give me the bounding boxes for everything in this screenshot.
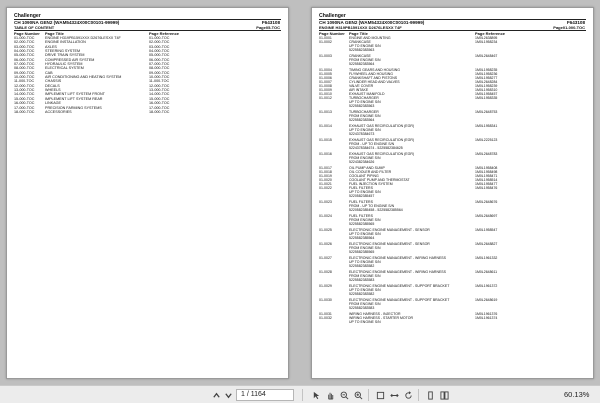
parts-entry[interactable] [319,214,586,228]
rotate-icon[interactable] [402,389,414,401]
page-title-cell: AIR CONDITIONING AND HEATING SYSTEM [45,75,122,80]
serial-note-cell: FROM ENGINE S/N [349,156,381,161]
page-down-icon[interactable] [222,389,234,401]
empty-cell [319,48,349,52]
page-title-cell: PRECISION FARMING SYSTEMS [45,105,102,110]
serial-note-cell: 5225582383582 [349,291,375,296]
document-page-left [6,7,289,379]
page-number-cell: 10-000-TOC [14,75,35,80]
part-title-cell: VALVE COVER [349,84,374,89]
parts-entry[interactable] [319,270,586,284]
page-number-cell: 08-000-TOC [14,66,35,71]
parts-entry[interactable] [319,152,586,166]
page-reference-cell: 1M0L1958335 [475,96,498,101]
empty-cell [319,320,349,324]
page-reference-cell: 1M0L1961374 [475,315,498,320]
page-reference-cell: 1M0L2648467 [475,53,498,58]
page-reference-cell: 1M0L1958239 [475,84,498,89]
part-title-cell: CRANKCASE [349,40,371,45]
page-number-cell: 06-000-TOC [14,57,35,62]
page-reference-cell: 1M0L2648676 [475,200,498,205]
page-reference-cell: 1M0L2648284 [475,80,498,85]
page-number-cell: 01-0015 [319,138,332,143]
page-reference-cell: 1M0L1958547 [475,227,498,232]
page-number-cell: 01-0026 [319,241,332,246]
parts-entry[interactable] [319,54,586,68]
part-title-cell: COOLANT PUMP AND THERMOSTAT [349,178,410,183]
part-title-cell: EXHAUST MANIFOLD [349,92,385,97]
column-header-page-number: Page Number [14,31,40,36]
page-reference-cell: 1M0L2648753 [475,110,498,115]
page-number-cell: 01-0001 [319,36,332,40]
page-number-cell: 07-000-TOC [14,62,35,67]
fit-page-icon[interactable] [374,389,386,401]
page-reference-cell: 1M0L1958477 [475,182,498,187]
divider [319,19,586,20]
column-header-page-reference: Page Reference [475,31,506,36]
page-number-cell: 01-0003 [319,53,332,58]
part-title-cell: ELECTRONIC ENGINE MANAGEMENT - SUPPORT BRACKET [349,297,450,302]
divider [14,19,281,20]
serial-note-cell: FROM ENGINE S/N [349,301,381,306]
part-title-cell: ELECTRONIC ENGINE MANAGEMENT - SENSOR [349,241,430,246]
page-number-cell: 01-0030 [319,297,332,302]
page-reference-cell: 1M0L1958235 [475,67,498,72]
page-number-cell: 01-0013 [319,110,332,115]
serial-note-cell: 5225582385564 [349,236,375,241]
page-number-cell: 01-0004 [319,67,332,72]
empty-cell [319,292,349,296]
part-title-cell: TURBOCHARGER [349,110,379,115]
serial-note-cell: FROM ENGINE S/N [349,273,381,278]
page-reference-cell: 11-000-TOC [149,79,170,84]
page-reference-cell: 18-000-TOC [149,109,170,114]
toc-table [14,36,281,114]
page-number-cell: 12-000-TOC [14,83,35,88]
toolbar-separator [368,389,369,401]
part-title-cell: EXHAUST GAS RECIRCULATION (EGR) [349,152,415,156]
row-gap [319,324,586,326]
page-title-cell: AXLES [45,44,57,49]
parts-entry[interactable] [319,242,586,256]
serial-note-cell: FROM ENGINE S/N [349,114,381,119]
empty-cell [319,160,349,164]
page-number-cell: 17-000-TOC [14,105,35,110]
page-reference-cell: 1M0L2648827 [475,241,498,246]
page-reference-cell: 06-000-TOC [149,57,170,62]
page-reference-cell: 1M0L2648619 [475,297,498,302]
toolbar-separator [418,389,419,401]
page-reference-cell: 07-000-TOC [149,62,170,67]
page-reference-cell: 1M0L1958457 [475,92,498,97]
part-title-cell: FUEL INJECTION SYSTEM [349,182,393,187]
brand-name: Challenger [14,13,41,19]
part-title-cell: FUEL FILTERS [349,186,373,191]
page-reference-cell: 01-000-TOC [149,36,170,40]
document-title: CH 1090NA GEN2 (WAM54324X00C00101-99999) [14,20,120,25]
serial-note-cell: 5224382384626 [349,160,375,165]
empty-cell [319,132,349,136]
part-title-cell: FLYWHEEL AND HOUSING [349,71,393,76]
serial-note-cell: 5220582385458 - 5225582385564 [349,208,403,213]
empty-cell [319,222,349,226]
page-reference-cell: 1M0L1958476 [475,186,498,191]
serial-note-cell: 5225582385565 [349,222,375,227]
part-title-cell: CRANKCASE [349,53,371,58]
page-reference-cell: 1M0L1958277 [475,76,498,81]
serial-note-cell: FROM ENGINE S/N [349,218,381,223]
page-reference-cell: 1M0L1958234 [475,40,498,45]
part-title-cell: EXHAUST GAS RECIRCULATION (EGR) [349,138,415,143]
serial-note-cell: 5225582383564 [349,62,375,67]
single-page-icon[interactable] [424,389,436,401]
page-reference-cell: 1M0L2225123 [475,138,498,143]
part-title-cell: FUEL FILTERS [349,214,373,219]
page-reference-cell: 1M0L1961372 [475,283,498,288]
empty-cell [319,278,349,282]
select-icon[interactable] [310,389,322,401]
page-reference-cell: 1M0L1958498 [475,169,498,174]
parts-entry[interactable] [319,228,586,242]
parts-entry[interactable] [319,186,586,200]
section-title: TABLE OF CONTENT [14,25,55,30]
page-number-cell: 03-000-TOC [14,44,35,49]
page-number-cell: 01-0010 [319,92,332,97]
page-title-cell: ENGINE INSTALLATION [45,40,86,45]
page-number-cell: 01-0022 [319,186,332,191]
serial-note-cell: FROM - UP TO ENGINE S/N [349,142,395,147]
page-number-cell: 01-0032 [319,315,332,320]
page-title-cell: COMPRESSED AIR SYSTEM [45,57,95,62]
page-number-cell: 09-000-TOC [14,70,35,75]
page-reference-cell: 08-000-TOC [149,66,170,71]
serial-note-cell: 5225582383563 [349,48,375,53]
page-reference-cell: 1M0L1961332 [475,255,498,260]
page-reference-cell: 1M0L2648783 [475,152,498,156]
page-number-cell: 01-0019 [319,174,332,179]
document-code: F643108 [566,20,585,25]
empty-cell [319,250,349,254]
empty-cell [319,236,349,240]
part-title-cell: COOLANT PIPING [349,174,379,179]
part-title-cell: ELECTRONIC ENGINE MANAGEMENT - WIRING HARNESS [349,255,446,260]
empty-cell [319,264,349,268]
page-number-cell: 01-0020 [319,178,332,183]
page-reference-cell: 04-000-TOC [149,49,170,54]
document-code: F643108 [261,20,280,25]
serial-note-cell: UP TO ENGINE S/N [349,319,381,324]
page-reference-cell: 1M0L1958341 [475,124,498,129]
serial-note-cell: 5225582383583 [349,277,375,282]
page-number-cell: 01-0002 [319,40,332,45]
empty-cell [319,104,349,108]
part-title-cell: WIRING HARNESS - INJECTOR [349,311,401,316]
part-title-cell: TIMING GEARS AND HOUSING [349,67,400,72]
document-page-right [311,7,594,379]
page-title-cell: ENGINE H319PB1591XXX D2676LESXX T4F [45,36,121,40]
part-title-cell: WIRING HARNESS - STARTER MOTOR [349,315,413,320]
page-number-cell: 05-000-TOC [14,53,35,58]
page-reference-cell: 17-000-TOC [149,105,170,110]
empty-cell [319,62,349,66]
parts-entry[interactable] [319,124,586,138]
serial-note-cell: 5225582383563 [349,104,375,109]
page-number-cell: 01-000-TOC [14,36,35,40]
column-header-page-reference: Page Reference [149,31,180,36]
zoom-out-icon[interactable] [338,389,350,401]
part-title-cell: OIL COOLER AND FILTER [349,169,392,174]
serial-note-cell: 5225582385565 [349,250,375,255]
page-title-cell: IMPLEMENT LIFT SYSTEM FRONT [45,92,105,97]
page-number-cell: 01-0021 [319,182,332,187]
page-reference-cell: 1M0L2638895 [475,36,498,40]
parts-entry[interactable] [319,284,586,298]
serial-note-cell: 5224378384674 - 5225582384625 [349,146,403,151]
serial-note-cell: UP TO ENGINE S/N [349,100,381,105]
page-number-cell: 01-0027 [319,255,332,260]
page-reference-cell: 12-000-TOC [149,83,170,88]
two-page-icon[interactable] [438,389,450,401]
page-number-cell: 01-0025 [319,227,332,232]
page-title-cell: STEERING SYSTEM [45,49,81,54]
page-number-cell: 02-000-TOC [14,40,35,45]
page-title-cell: ACCESSORIES [45,109,72,114]
page-number-cell: 01-0023 [319,200,332,205]
zoom-level[interactable]: 60.13% [564,390,590,399]
serial-note-cell: FROM ENGINE S/N [349,58,381,63]
page-number-cell: 16-000-TOC [14,101,35,106]
page-reference-cell: 15-000-TOC [149,96,170,101]
page-reference: Page05-TOC [256,25,280,30]
part-title-cell: ELECTRONIC ENGINE MANAGEMENT - SUPPORT BRACKET [349,283,450,288]
toolbar-separator [302,389,303,401]
page-number-cell: 01-0008 [319,84,332,89]
serial-note-cell: FROM - UP TO ENGINE S/N [349,204,395,209]
page-reference-cell: 1M0L1958514 [475,178,498,183]
part-title-cell: CRANKSHAFT AND PISTONS [349,76,398,81]
serial-note-cell: UP TO ENGINE S/N [349,287,381,292]
serial-note-cell: UP TO ENGINE S/N [349,128,381,133]
viewer-toolbar [0,385,600,403]
page-reference-cell: 16-000-TOC [149,101,170,106]
column-header-page-title: Page Title [45,31,64,36]
page-reference-cell: 09-000-TOC [149,70,170,75]
page-number-cell: 14-000-TOC [14,92,35,97]
serial-note-cell: UP TO ENGINE S/N [349,44,381,49]
empty-cell [319,306,349,310]
zoom-in-icon[interactable] [352,389,364,401]
parts-entry[interactable] [319,298,586,312]
page-reference-cell: 05-000-TOC [149,53,170,58]
empty-cell [319,194,349,198]
page-title-cell: ELECTRICAL SYSTEM [45,66,84,71]
part-title-cell: OIL PUMP AND SUMP [349,165,385,170]
serial-note-cell: 5225582383564 [349,118,375,123]
page-reference: Page01-000-TOC [553,25,585,30]
page-number-cell: 01-0024 [319,214,332,219]
part-title-cell: EXHAUST GAS RECIRCULATION (EGR) [349,124,415,129]
page-reference-cell: 03-000-TOC [149,44,170,49]
pan-icon[interactable] [324,389,336,401]
page-number-cell: 01-0017 [319,165,332,170]
toc-row[interactable] [14,110,281,114]
serial-note-cell: 5224378384673 [349,132,375,137]
page-reference-cell: 1M0L1958471 [475,174,498,179]
page-reference-cell: 1M0L1958408 [475,165,498,170]
page-number-cell: 18-000-TOC [14,109,35,114]
page-number-cell: 01-0028 [319,269,332,274]
page-reference-cell: 1M0L1961376 [475,311,498,316]
serial-note-cell: 5220582385457 [349,194,375,199]
serial-note-cell: 5225582383583 [349,305,375,310]
page-reference-cell: 02-000-TOC [149,40,170,45]
page-title-cell: CAB [45,70,53,75]
parts-list-table [319,36,586,326]
page-reference-cell: 10-000-TOC [149,75,170,80]
part-title-cell: TURBOCHARGER [349,96,379,101]
section-title: ENGINE H319PB1591XXX D2676LESXX T4F [319,25,402,30]
column-header-page-number: Page Number [319,31,345,36]
page-title-cell: HYDRAULIC SYSTEM [45,62,83,67]
page-title-cell: LINKAGE [45,101,61,106]
part-title-cell: CYLINDER HEAD AND VALVES [349,80,400,85]
parts-entry[interactable] [319,110,586,124]
serial-note-cell: FROM ENGINE S/N [349,245,381,250]
page-number-cell: 01-0016 [319,152,332,156]
page-reference-cell: 13-000-TOC [149,88,170,93]
part-title-cell: ENGINE AND MOUNTING [349,36,391,40]
parts-entry[interactable] [319,316,586,326]
page-reference-cell: 1M0L2648697 [475,214,498,219]
page-number-cell: 01-0014 [319,124,332,129]
parts-entry[interactable] [319,256,586,270]
page-title-cell: CHASSIS [45,79,62,84]
brand-name: Challenger [319,13,346,19]
parts-entry[interactable] [319,138,586,152]
page-number-cell: 01-0018 [319,169,332,174]
parts-entry[interactable] [319,200,586,214]
page-title-cell: IMPLEMENT LIFT SYSTEM REAR [45,96,103,101]
part-title-cell: FUEL FILTERS [349,200,373,205]
page-number-cell: 01-0005 [319,71,332,76]
page-reference-cell: 1M0L2648611 [475,269,498,274]
fit-width-icon[interactable] [388,389,400,401]
page-number-cell: 04-000-TOC [14,49,35,54]
serial-note-cell: UP TO ENGINE S/N [349,232,381,237]
serial-note-cell: 5225582383582 [349,263,375,268]
empty-cell [319,146,349,150]
page-number-cell: 01-0029 [319,283,332,288]
page-title-cell: WHEELS [45,88,61,93]
page-number-cell: 13-000-TOC [14,88,35,93]
page-reference-cell: 14-000-TOC [149,92,170,97]
page-title-cell: DECALS [45,83,60,88]
page-reference-cell: 1M0L1958236 [475,71,498,76]
page-number-cell: 01-0007 [319,80,332,85]
serial-note-cell: UP TO ENGINE S/N [349,259,381,264]
part-title-cell: ELECTRONIC ENGINE MANAGEMENT - WIRING HARNESS [349,269,446,274]
page-reference-cell: 1M0L1958310 [475,88,498,93]
page-up-icon[interactable] [210,389,222,401]
page-number-input[interactable]: 1 / 1164 [236,389,294,401]
page-number-cell: 15-000-TOC [14,96,35,101]
page-number-cell: 01-0012 [319,96,332,101]
page-number-cell: 01-0031 [319,311,332,316]
empty-cell [319,208,349,212]
part-title-cell: ELECTRONIC ENGINE MANAGEMENT - SENSOR [349,227,430,232]
page-number-cell: 01-0006 [319,76,332,81]
page-number-cell: 11-000-TOC [14,79,35,84]
parts-entry[interactable] [319,40,586,54]
document-title: CH 1090NA GEN2 (WAM54324X00C00101-99999) [319,20,425,25]
empty-cell [319,118,349,122]
page-title-cell: DRIVE TRAIN SYSTEM [45,53,85,58]
column-header-page-title: Page Title [349,31,368,36]
serial-note-cell: UP TO ENGINE S/N [349,190,381,195]
part-title-cell: AIR INTAKE [349,88,369,93]
page-number-cell: 01-0009 [319,88,332,93]
parts-entry[interactable] [319,96,586,110]
